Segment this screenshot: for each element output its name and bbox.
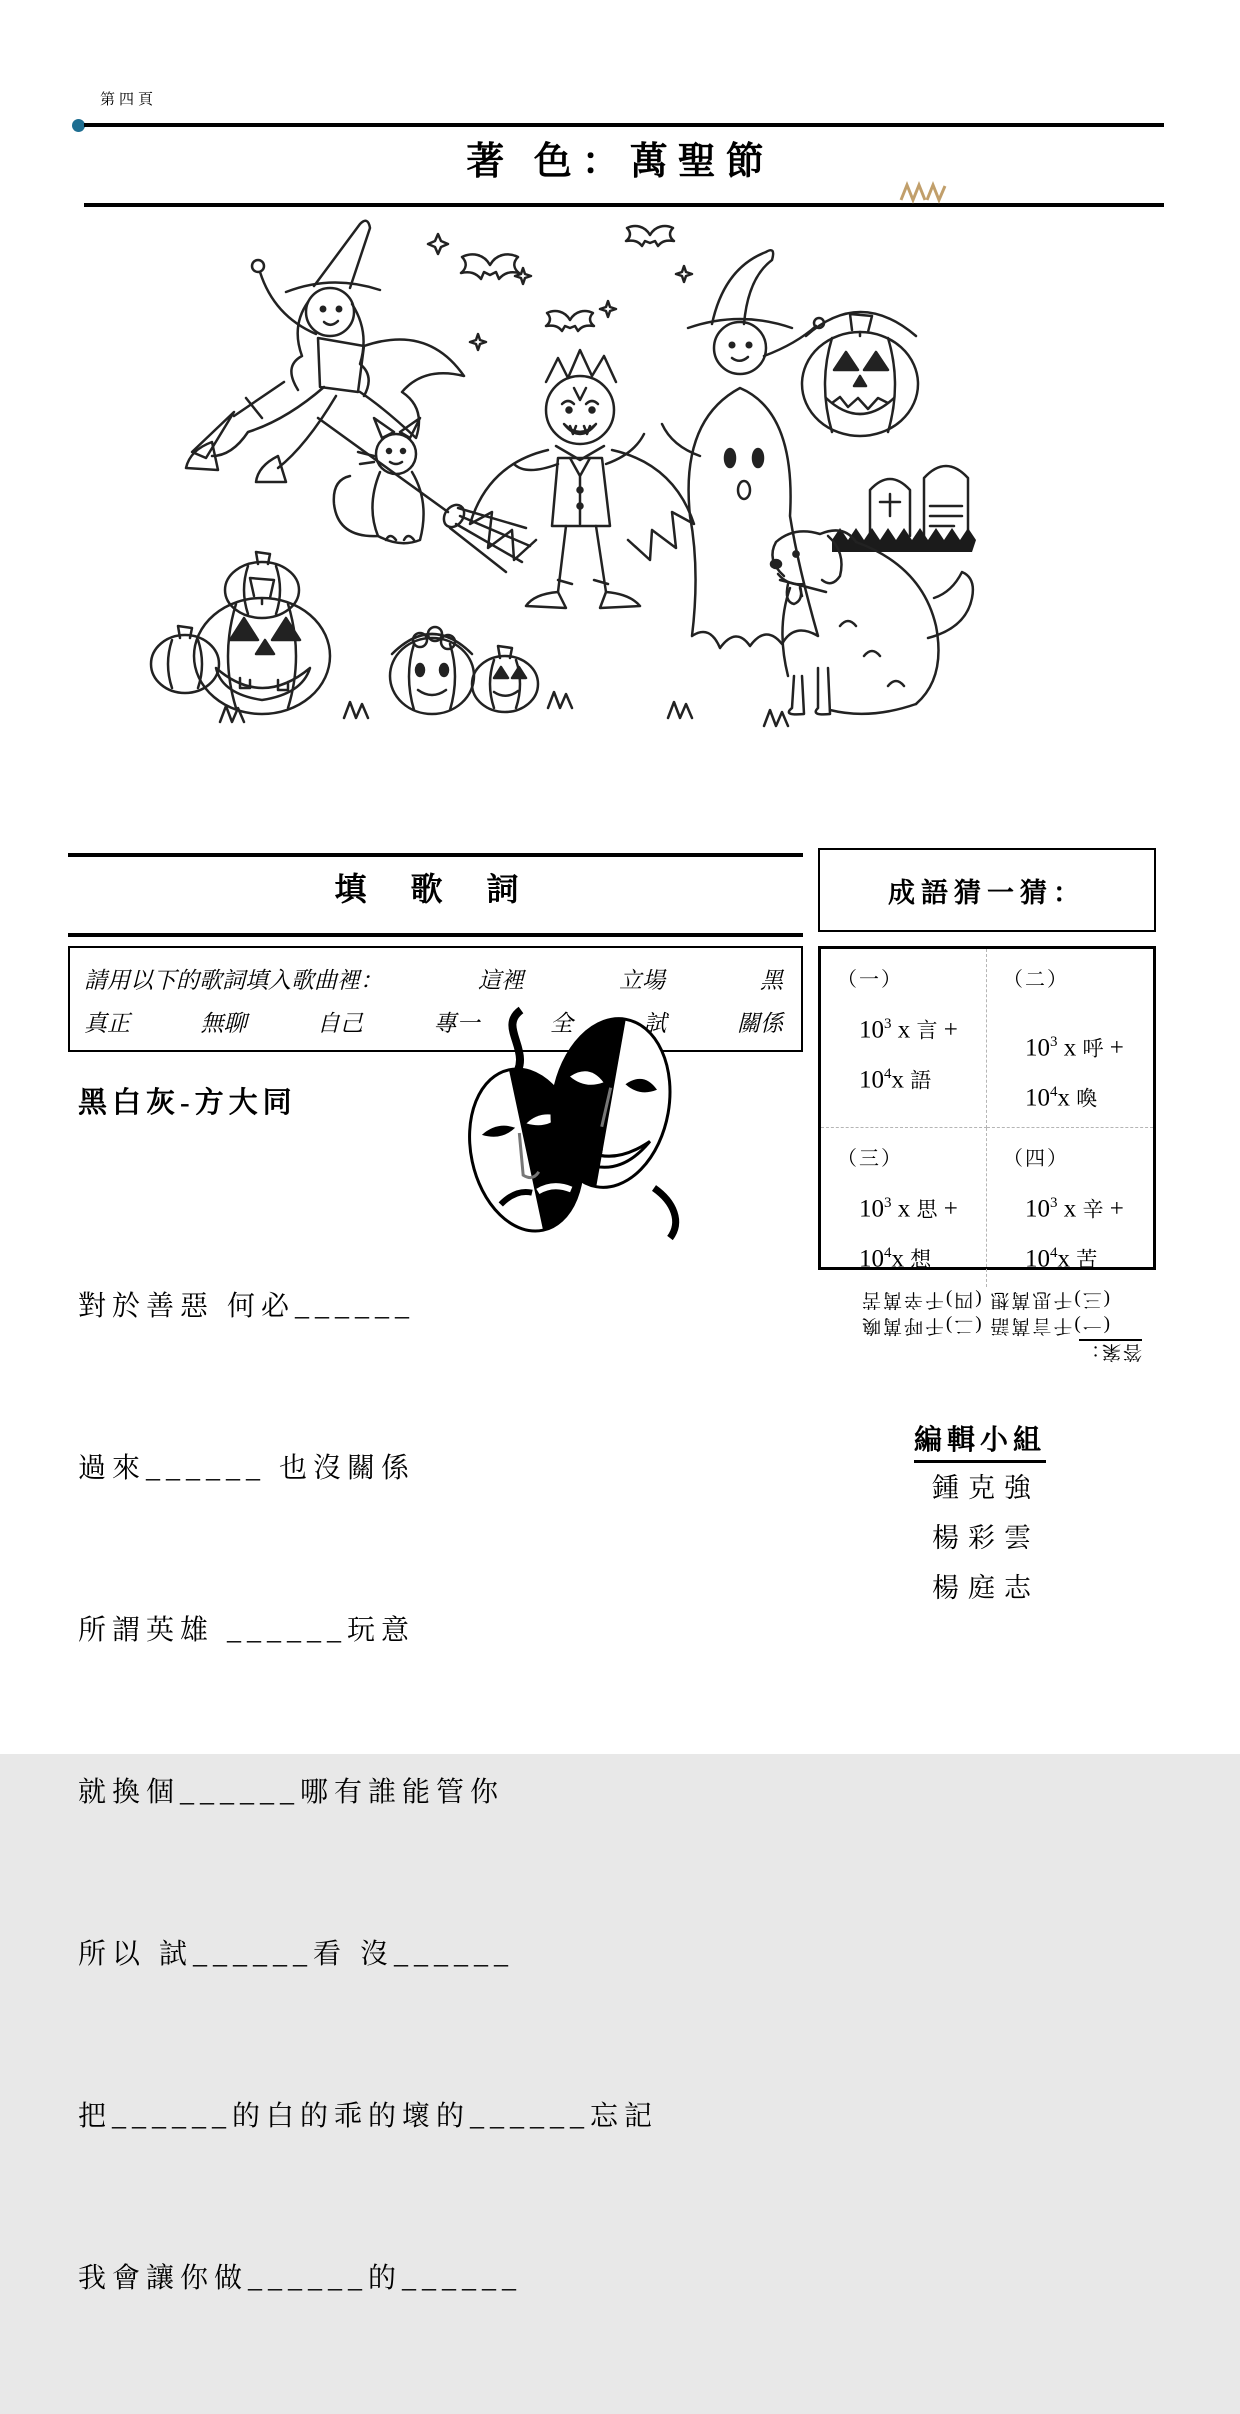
lyric-line: 過來______ 也沒關係 — [78, 1453, 416, 1484]
watermark-mark — [898, 180, 950, 204]
idiom-quiz-table — [818, 946, 1156, 1273]
idiom-cell-label: （一） — [837, 969, 903, 991]
stars — [428, 234, 692, 350]
editor-name: 楊庭志 — [932, 1573, 1040, 1603]
lyrics-rule-top — [68, 853, 803, 857]
lyric-line: 就換個______哪有誰能管你 — [78, 1777, 505, 1808]
word-bank-word: 全 — [550, 1011, 573, 1036]
answers-line: (一)千言萬語 (二)千呼萬喚 — [859, 1315, 1111, 1336]
word-bank-word: 無聊 — [200, 1011, 247, 1036]
song-title: 黑白灰-方大同 — [78, 1087, 297, 1119]
candy-bucket — [390, 627, 538, 714]
cat — [334, 418, 424, 543]
idiom-quiz-title: 成語猜一猜： — [888, 877, 1086, 908]
word-bank-word: 這裡 — [478, 968, 524, 993]
editor-name: 楊彩雲 — [932, 1523, 1040, 1553]
word-bank-word: 關係 — [737, 1011, 783, 1036]
coloring-title: 著 色：萬聖節 — [466, 141, 774, 183]
answers-label: 答案： — [1078, 1341, 1142, 1362]
dog — [771, 530, 973, 714]
word-bank-word: 專一 — [433, 1011, 480, 1036]
idiom-cell-label: （三） — [837, 1147, 903, 1170]
idiom-cell-label: （四） — [1003, 1147, 1069, 1170]
editors-block — [818, 1418, 1152, 1613]
halloween-coloring-illustration — [128, 206, 992, 756]
lyrics-rule-bottom — [68, 933, 803, 937]
idiom-cell-2 — [987, 949, 1153, 1128]
word-bank-word: 真正 — [84, 1011, 130, 1036]
lyric-line: 所謂英雄 ______玩意 — [78, 1615, 416, 1646]
pumpkins — [151, 552, 330, 714]
idiom-formula: $10^3$ x 辛 + $10^4x$ 苦 — [1025, 1194, 1124, 1273]
idiom-cell-label: （二） — [1003, 969, 1069, 991]
lyric-line: 我會讓你做______的______ — [78, 2263, 523, 2294]
idiom-cell-1 — [821, 949, 987, 1128]
lyric-line: 把______的白的乖的壞的______忘記 — [78, 2101, 659, 2132]
grass — [220, 692, 788, 726]
header-rule — [84, 123, 1164, 127]
word-bank-word: 試 — [643, 1011, 667, 1036]
answers-line: (三)千思萬想 (四)千辛萬苦 — [859, 1289, 1111, 1310]
editors-title: 編輯小組 — [914, 1418, 1046, 1463]
lyrics-section-title: 填 歌 詞 — [334, 871, 537, 907]
page-number: 第四頁 — [100, 92, 158, 108]
lyric-line: 所以 試______看 沒______ — [78, 1939, 515, 1970]
lyrics-block — [78, 1172, 658, 2414]
idiom-cell-4 — [987, 1128, 1153, 1288]
editor-name: 鍾克強 — [932, 1473, 1040, 1503]
bats — [461, 226, 674, 331]
idiom-cell-3 — [821, 1128, 987, 1288]
idiom-formula: $10^3$ x 言 + $10^4x$ 語 — [859, 1016, 958, 1094]
idiom-formula: $10^3$ x 呼 + $10^4x$ 喚 — [1025, 1034, 1124, 1112]
word-bank-word: 自己 — [317, 1011, 363, 1036]
idiom-answers-upside-down — [818, 1286, 1152, 1364]
theater-masks-illustration — [426, 1000, 702, 1246]
idiom-quiz-title-box — [818, 848, 1156, 932]
hat-boy — [688, 250, 824, 374]
lyric-line: 對於善惡 何必______ — [78, 1291, 416, 1322]
idiom-formula: $10^3$ x 思 + $10^4x$ 想 — [859, 1194, 958, 1273]
word-bank-word: 立場 — [619, 968, 665, 993]
word-bank-word: 黑 — [760, 968, 783, 993]
word-bank-instruction: 請用以下的歌詞填入歌曲裡： — [84, 968, 383, 993]
pumpkin-bucket — [802, 312, 918, 436]
